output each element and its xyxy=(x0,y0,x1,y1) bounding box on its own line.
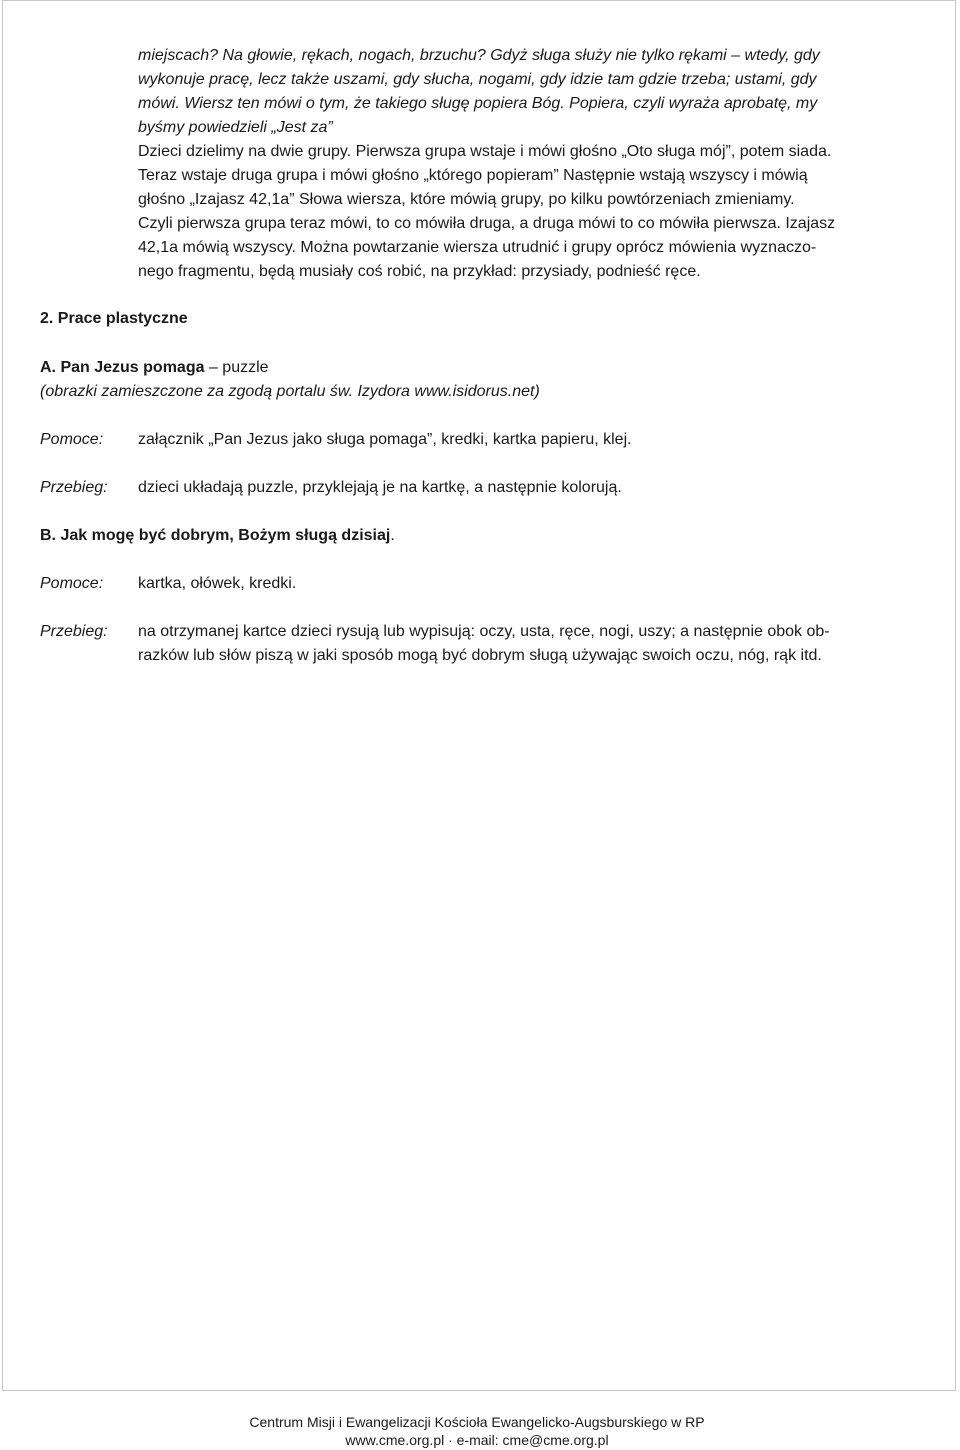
text-line: razków lub słów piszą w jaki sposób mogą być dobrym sługą używając swoich oczu, nóg, rąk itd. xyxy=(138,647,822,664)
text-line: byśmy powiedzieli „Jest za” xyxy=(138,119,333,136)
italic-intro xyxy=(138,44,918,140)
footer-contact: www.cme.org.pl · e-mail: cme@cme.org.pl xyxy=(345,1432,609,1448)
pomoce-text: załącznik „Pan Jezus jako sługa pomaga”, kredki, kartka papieru, klej. xyxy=(138,431,632,448)
przebieg-text xyxy=(138,620,918,668)
pomoce-label: Pomoce: xyxy=(40,575,104,592)
section-b-heading xyxy=(40,524,395,548)
text-line: mówi. Wiersz ten mówi o tym, że takiego sługę popiera Bóg. Popiera, czyli wyraża aprobatę, my xyxy=(138,95,818,112)
section-b-title-rest: . xyxy=(390,527,395,544)
text-line: Teraz wstaje druga grupa i mówi głośno „którego popieram” Następnie wstają wszyscy i mówią xyxy=(138,167,808,184)
pomoce-text: kartka, ołówek, kredki. xyxy=(138,575,297,592)
section-2-heading: 2. Prace plastyczne xyxy=(40,310,188,327)
text-line: Czyli pierwsza grupa teraz mówi, to co mówiła druga, a druga mówi to co mówiła pierwsza. Izajasz xyxy=(138,215,836,232)
text-line: nego fragmentu, będą musiały coś robić, na przykład: przysiady, podnieść ręce. xyxy=(138,263,701,280)
text-line: głośno „Izajasz 42,1a” Słowa wiersza, które mówią grupy, po kilku powtórzeniach zmieniamy. xyxy=(138,191,795,208)
instructions-paragraph xyxy=(138,140,918,284)
section-a-note: (obrazki zamieszczone za zgodą portalu św. Izydora www.isidorus.net) xyxy=(40,383,540,400)
text-line: na otrzymanej kartce dzieci rysują lub wypisują: oczy, usta, ręce, nogi, uszy; a następnie obok ob- xyxy=(138,623,830,640)
pomoce-label: Pomoce: xyxy=(40,431,104,448)
section-b-title: B. Jak mogę być dobrym, Bożym sługą dzisiaj xyxy=(40,527,391,544)
text-line: 42,1a mówią wszyscy. Można powtarzanie wiersza utrudnić i grupy oprócz mówienia wyznaczo- xyxy=(138,239,817,256)
przebieg-text: dzieci układają puzzle, przyklejają je na kartkę, a następnie kolorują. xyxy=(138,479,622,496)
section-a-heading xyxy=(40,356,269,380)
text-line: wykonuje pracę, lecz także uszami, gdy słucha, nogami, gdy idzie tam gdzie trzeba; ustami, gdy xyxy=(138,71,817,88)
section-a-title-rest: – puzzle xyxy=(204,359,269,376)
przebieg-label: Przebieg: xyxy=(40,623,108,640)
text-line: miejscach? Na głowie, rękach, nogach, brzuchu? Gdyż sługa służy nie tylko rękami – wtedy, gdy xyxy=(138,47,820,64)
przebieg-label: Przebieg: xyxy=(40,479,108,496)
section-a-title: A. Pan Jezus pomaga xyxy=(40,359,205,376)
footer-organization: Centrum Misji i Ewangelizacji Kościoła Ewangelicko-Augsburskiego w RP xyxy=(249,1414,705,1430)
text-line: Dzieci dzielimy na dwie grupy. Pierwsza grupa wstaje i mówi głośno „Oto sługa mój”, potem siada. xyxy=(138,143,832,160)
